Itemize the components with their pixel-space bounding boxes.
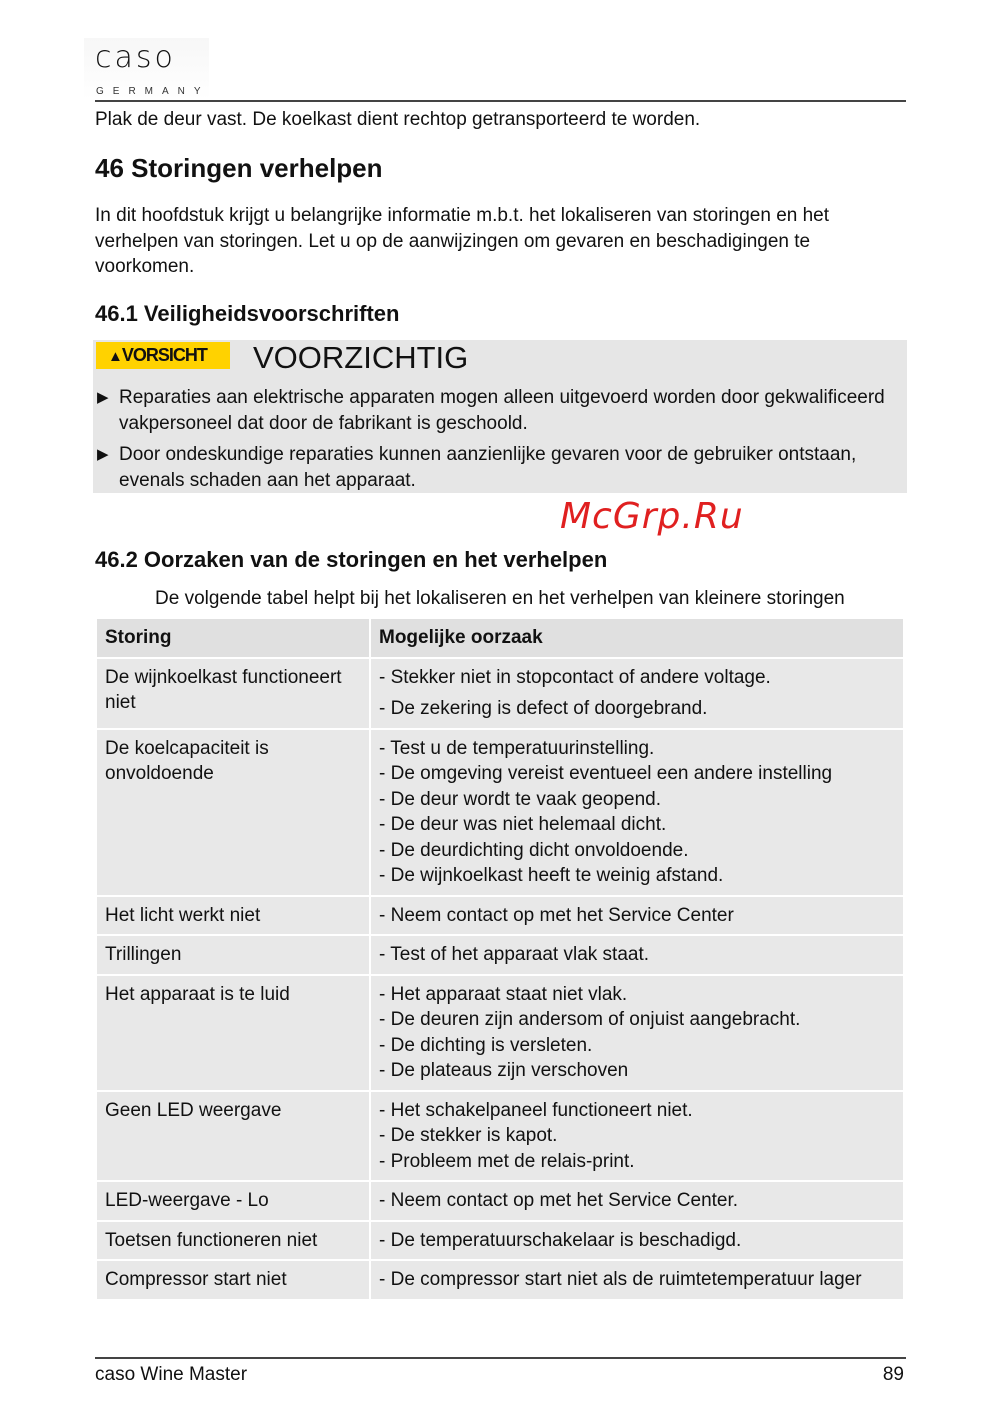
- warning-bullet: ▶ Reparaties aan elektrische apparaten mogen alleen uitgevoerd worden door gekwalificeerd vakpersoneel dat door de fabrikant is geschoold.: [97, 387, 885, 434]
- table-row: [97, 659, 903, 728]
- cause-cell: [371, 1182, 903, 1220]
- fault-cell: Compressor start niet: [97, 1261, 369, 1299]
- header-divider: [95, 100, 906, 102]
- table-row: [97, 730, 903, 895]
- footer-title: caso Wine Master: [95, 1364, 248, 1385]
- table-header-row: [97, 619, 903, 657]
- cause-cell: [371, 1092, 903, 1181]
- footer-divider: [95, 1357, 906, 1359]
- watermark: McGrp.Ru: [560, 496, 744, 537]
- cause-line: - De temperatuurschakelaar is beschadigd.: [379, 1229, 742, 1251]
- cause-line: - De deuren zijn andersom of onjuist aangebracht.: [379, 1009, 801, 1030]
- cause-line: - De omgeving vereist eventueel een andere instelling: [379, 763, 833, 784]
- cause-cell: [371, 659, 903, 728]
- cause-line: - De zekering is defect of doorgebrand.: [379, 698, 708, 719]
- cause-line: - Het apparaat staat niet vlak.: [379, 983, 628, 1005]
- cause-line: - Probleem met de relais-print.: [379, 1150, 635, 1172]
- fault-cell: Geen LED weergave: [97, 1092, 369, 1181]
- cause-line: - De wijnkoelkast heeft te weinig afstand.: [379, 865, 724, 886]
- section-text: In dit hoofdstuk krijgt u belangrijke informatie m.b.t. het lokaliseren van storingen en het verhelpen van storingen. Let u op de aanwijzingen om gevaren en beschadigingen te voorkomen.: [95, 205, 830, 277]
- cause-line: - De deur wordt te vaak geopend.: [379, 788, 662, 810]
- fault-cell: Toetsen functioneren niet: [97, 1222, 369, 1260]
- table-row: [97, 1222, 903, 1260]
- cause-cell: [371, 730, 903, 895]
- header-fault: Storing: [97, 619, 369, 657]
- warning-icon: ▲: [108, 348, 122, 365]
- fault-cell: LED-weergave - Lo: [97, 1182, 369, 1220]
- table-row: [97, 897, 903, 935]
- arrow-icon: ▶: [97, 446, 109, 463]
- page-number: 89: [882, 1364, 904, 1385]
- section-title: 46 Storingen verhelpen: [95, 153, 383, 183]
- table-row: [97, 1182, 903, 1220]
- table-row: [97, 976, 903, 1090]
- table-row: [97, 1261, 903, 1299]
- cause-line: - Test u de temperatuurinstelling.: [379, 737, 655, 759]
- troubleshooting-table: [95, 617, 905, 1301]
- cause-line: - Het schakelpaneel functioneert niet.: [379, 1099, 693, 1121]
- causes-title: 46.2 Oorzaken van de storingen en het verhelpen: [95, 547, 608, 572]
- fault-cell: Het licht werkt niet: [97, 897, 369, 935]
- cause-line: - De deur was niet helemaal dicht.: [379, 814, 667, 835]
- warning-badge: ▲VORSICHT: [96, 342, 230, 369]
- table-row: [97, 1092, 903, 1181]
- cause-line: - De dichting is versleten.: [379, 1034, 593, 1056]
- cause-line: - Neem contact op met het Service Center: [379, 904, 734, 926]
- cause-line: - Stekker niet in stopcontact of andere voltage.: [379, 666, 771, 688]
- arrow-icon: ▶: [97, 389, 109, 406]
- header-cause: Mogelijke oorzaak: [371, 619, 903, 657]
- cause-line: - Test of het apparaat vlak staat.: [379, 944, 650, 965]
- cause-cell: [371, 897, 903, 935]
- cause-line: - De plateaus zijn verschoven: [379, 1060, 629, 1081]
- table-row: [97, 936, 903, 974]
- fault-cell: De wijnkoelkast functioneert niet: [97, 659, 369, 728]
- cause-line: - Neem contact op met het Service Center.: [379, 1190, 739, 1211]
- causes-intro: De volgende tabel helpt bij het lokaliseren en het verhelpen van kleinere storingen: [155, 588, 845, 609]
- warning-bullet: ▶ Door ondeskundige reparaties kunnen aanzienlijke gevaren voor de gebruiker ontstaan, evenals schaden aan het apparaat.: [97, 444, 857, 491]
- cause-line: - De deurdichting dicht onvoldoende.: [379, 839, 689, 861]
- logo-subtitle: GERMANY: [96, 86, 210, 97]
- fault-cell: Het apparaat is te luid: [97, 976, 369, 1090]
- cause-line: - De stekker is kapot.: [379, 1125, 558, 1146]
- cause-line: - De compressor start niet als de ruimtetemperatuur lager: [379, 1269, 862, 1290]
- cause-cell: [371, 936, 903, 974]
- fault-cell: Trillingen: [97, 936, 369, 974]
- intro-line: Plak de deur vast. De koelkast dient rechtop getransporteerd te worden.: [95, 109, 701, 130]
- fault-cell: De koelcapaciteit is onvoldoende: [97, 730, 369, 895]
- warning-title: VOORZICHTIG: [253, 340, 469, 375]
- cause-cell: [371, 1222, 903, 1260]
- cause-cell: [371, 1261, 903, 1299]
- safety-title: 46.1 Veiligheidsvoorschriften: [95, 301, 400, 326]
- cause-cell: [371, 976, 903, 1090]
- logo: caso: [95, 40, 176, 75]
